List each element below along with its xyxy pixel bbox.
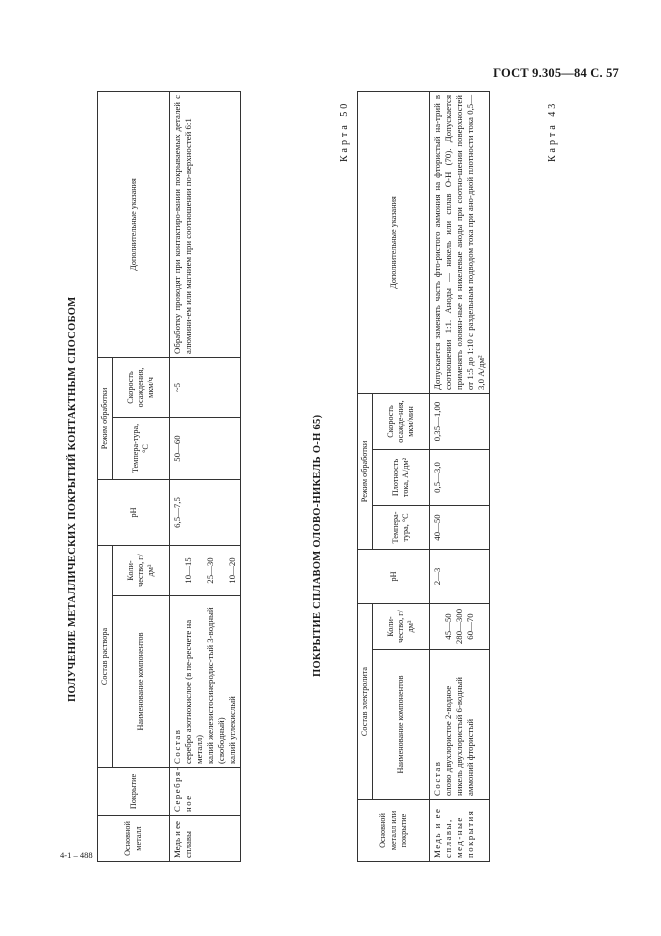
- header-base-metal: Основной металл: [98, 816, 170, 862]
- header-solution: Состав раствора: [98, 545, 113, 767]
- cell-temperature: 40—50: [430, 506, 490, 550]
- header-temperature: Темпера-тура, °С: [113, 417, 170, 479]
- header-deposition-rate: Скорость осажде-ния, мкм/мин: [373, 394, 430, 450]
- quantity-item: 10—20: [227, 557, 238, 584]
- table-row: [170, 91, 241, 861]
- cell-ph: 2—3: [430, 550, 490, 604]
- card-43-title: ПОЛУЧЕНИЕ МЕТАЛЛИЧЕСКИХ ПОКРЫТИЙ КОНТАКТНЫМ СПОСОБОМ: [67, 296, 78, 702]
- cell-ph: 6,5—7,5: [170, 479, 241, 545]
- component-item: никель двухлористый 6-водный: [454, 677, 465, 796]
- header-mode: Режим обработки: [358, 394, 373, 550]
- header-quantity: Коли-чество, г/дм³: [113, 545, 170, 595]
- quantity-item: 280—300: [454, 608, 465, 645]
- header-component-name: Наименование компонентов: [113, 596, 170, 768]
- composition-label: Состав: [432, 760, 443, 796]
- header-mode: Режим обработки: [98, 357, 113, 479]
- cell-notes: Допускается заменять часть фто-ристого аммония на фтористый на-трий в соотношении 1:1. Аноды — никель или сплав О-Н (70). Допускается применять оловян-ные и никелевые аноды при соотно-шении поверхностей от 1:5 до 1:10 с раздельным подводом тока при ано-дной плотности тока 0,5—3,0 А/дм²: [430, 92, 490, 394]
- quantity-item: 45—50: [443, 613, 454, 640]
- component-item: аммоний фтористый: [465, 718, 476, 796]
- header-notes: Дополнительные указания: [98, 91, 170, 357]
- cell-deposition-rate: ~5: [170, 357, 241, 417]
- page-header: ГОСТ 9.305—84 С. 57: [493, 66, 619, 80]
- header-electrolyte: Состав электролита: [358, 604, 373, 800]
- cell-base-metal: Медь и ее сплавы, мед-ные покрытия: [430, 800, 490, 862]
- component-item: серебро азотнокислое (в пе-ресчете на металл): [183, 619, 205, 764]
- card-50-label: Карта 50: [339, 100, 350, 162]
- quantity-item: 10—15: [183, 557, 194, 584]
- card-50-title: ПОКРЫТИЕ СПЛАВОМ ОЛОВО-НИКЕЛЬ О-Н 65): [312, 414, 323, 677]
- page-footer: 4-1 – 488: [60, 850, 93, 860]
- header-deposition-rate: Скорость осаждения, мкм/ч: [113, 357, 170, 417]
- table-row: [430, 92, 490, 862]
- component-item: калий железистосинеродис-тый 3-водный (свободный): [205, 607, 227, 764]
- header-temperature: Темпера-тура, °С: [373, 506, 430, 550]
- cell-current-density: 0,5—3,0: [430, 450, 490, 506]
- card-43-label: Карта 43: [547, 100, 558, 162]
- composition-label: Состав: [172, 728, 183, 764]
- cell-notes: Обработку проводят при контактиро-вании покрываемых деталей с алюмини-ем или магнием при соотношении по-верхностей 6:1: [170, 91, 241, 357]
- component-item: калий углекислый: [227, 696, 238, 764]
- cell-components: [430, 650, 490, 800]
- cell-temperature: 50—60: [170, 417, 241, 479]
- header-ph: pH: [98, 479, 170, 545]
- rotated-content: [57, 82, 597, 862]
- header-notes: Дополнительные указания: [358, 92, 430, 394]
- cell-coating: Серебря-ное: [170, 768, 241, 816]
- card-50-table: [357, 91, 490, 862]
- component-item: олово двухлористое 2-водное: [443, 685, 454, 796]
- header-coating: Покрытие: [98, 768, 170, 816]
- cell-quantities: [170, 545, 241, 595]
- cell-deposition-rate: 0,35—1,00: [430, 394, 490, 450]
- cell-quantities: [430, 604, 490, 650]
- cell-base-metal: Медь и ее сплавы: [170, 816, 241, 862]
- header-current-density: Плотность тока, А/дм²: [373, 450, 430, 506]
- header-base-metal: Основной металл или покрытие: [358, 800, 430, 862]
- card-43-table: [97, 91, 241, 862]
- header-quantity: Коли-чество, г/дм³: [373, 604, 430, 650]
- cell-components: [170, 596, 241, 768]
- header-ph: pH: [358, 550, 430, 604]
- quantity-item: 60—70: [465, 613, 476, 640]
- quantity-item: 25—30: [205, 557, 216, 584]
- header-component-name: Наименование компонентов: [373, 650, 430, 800]
